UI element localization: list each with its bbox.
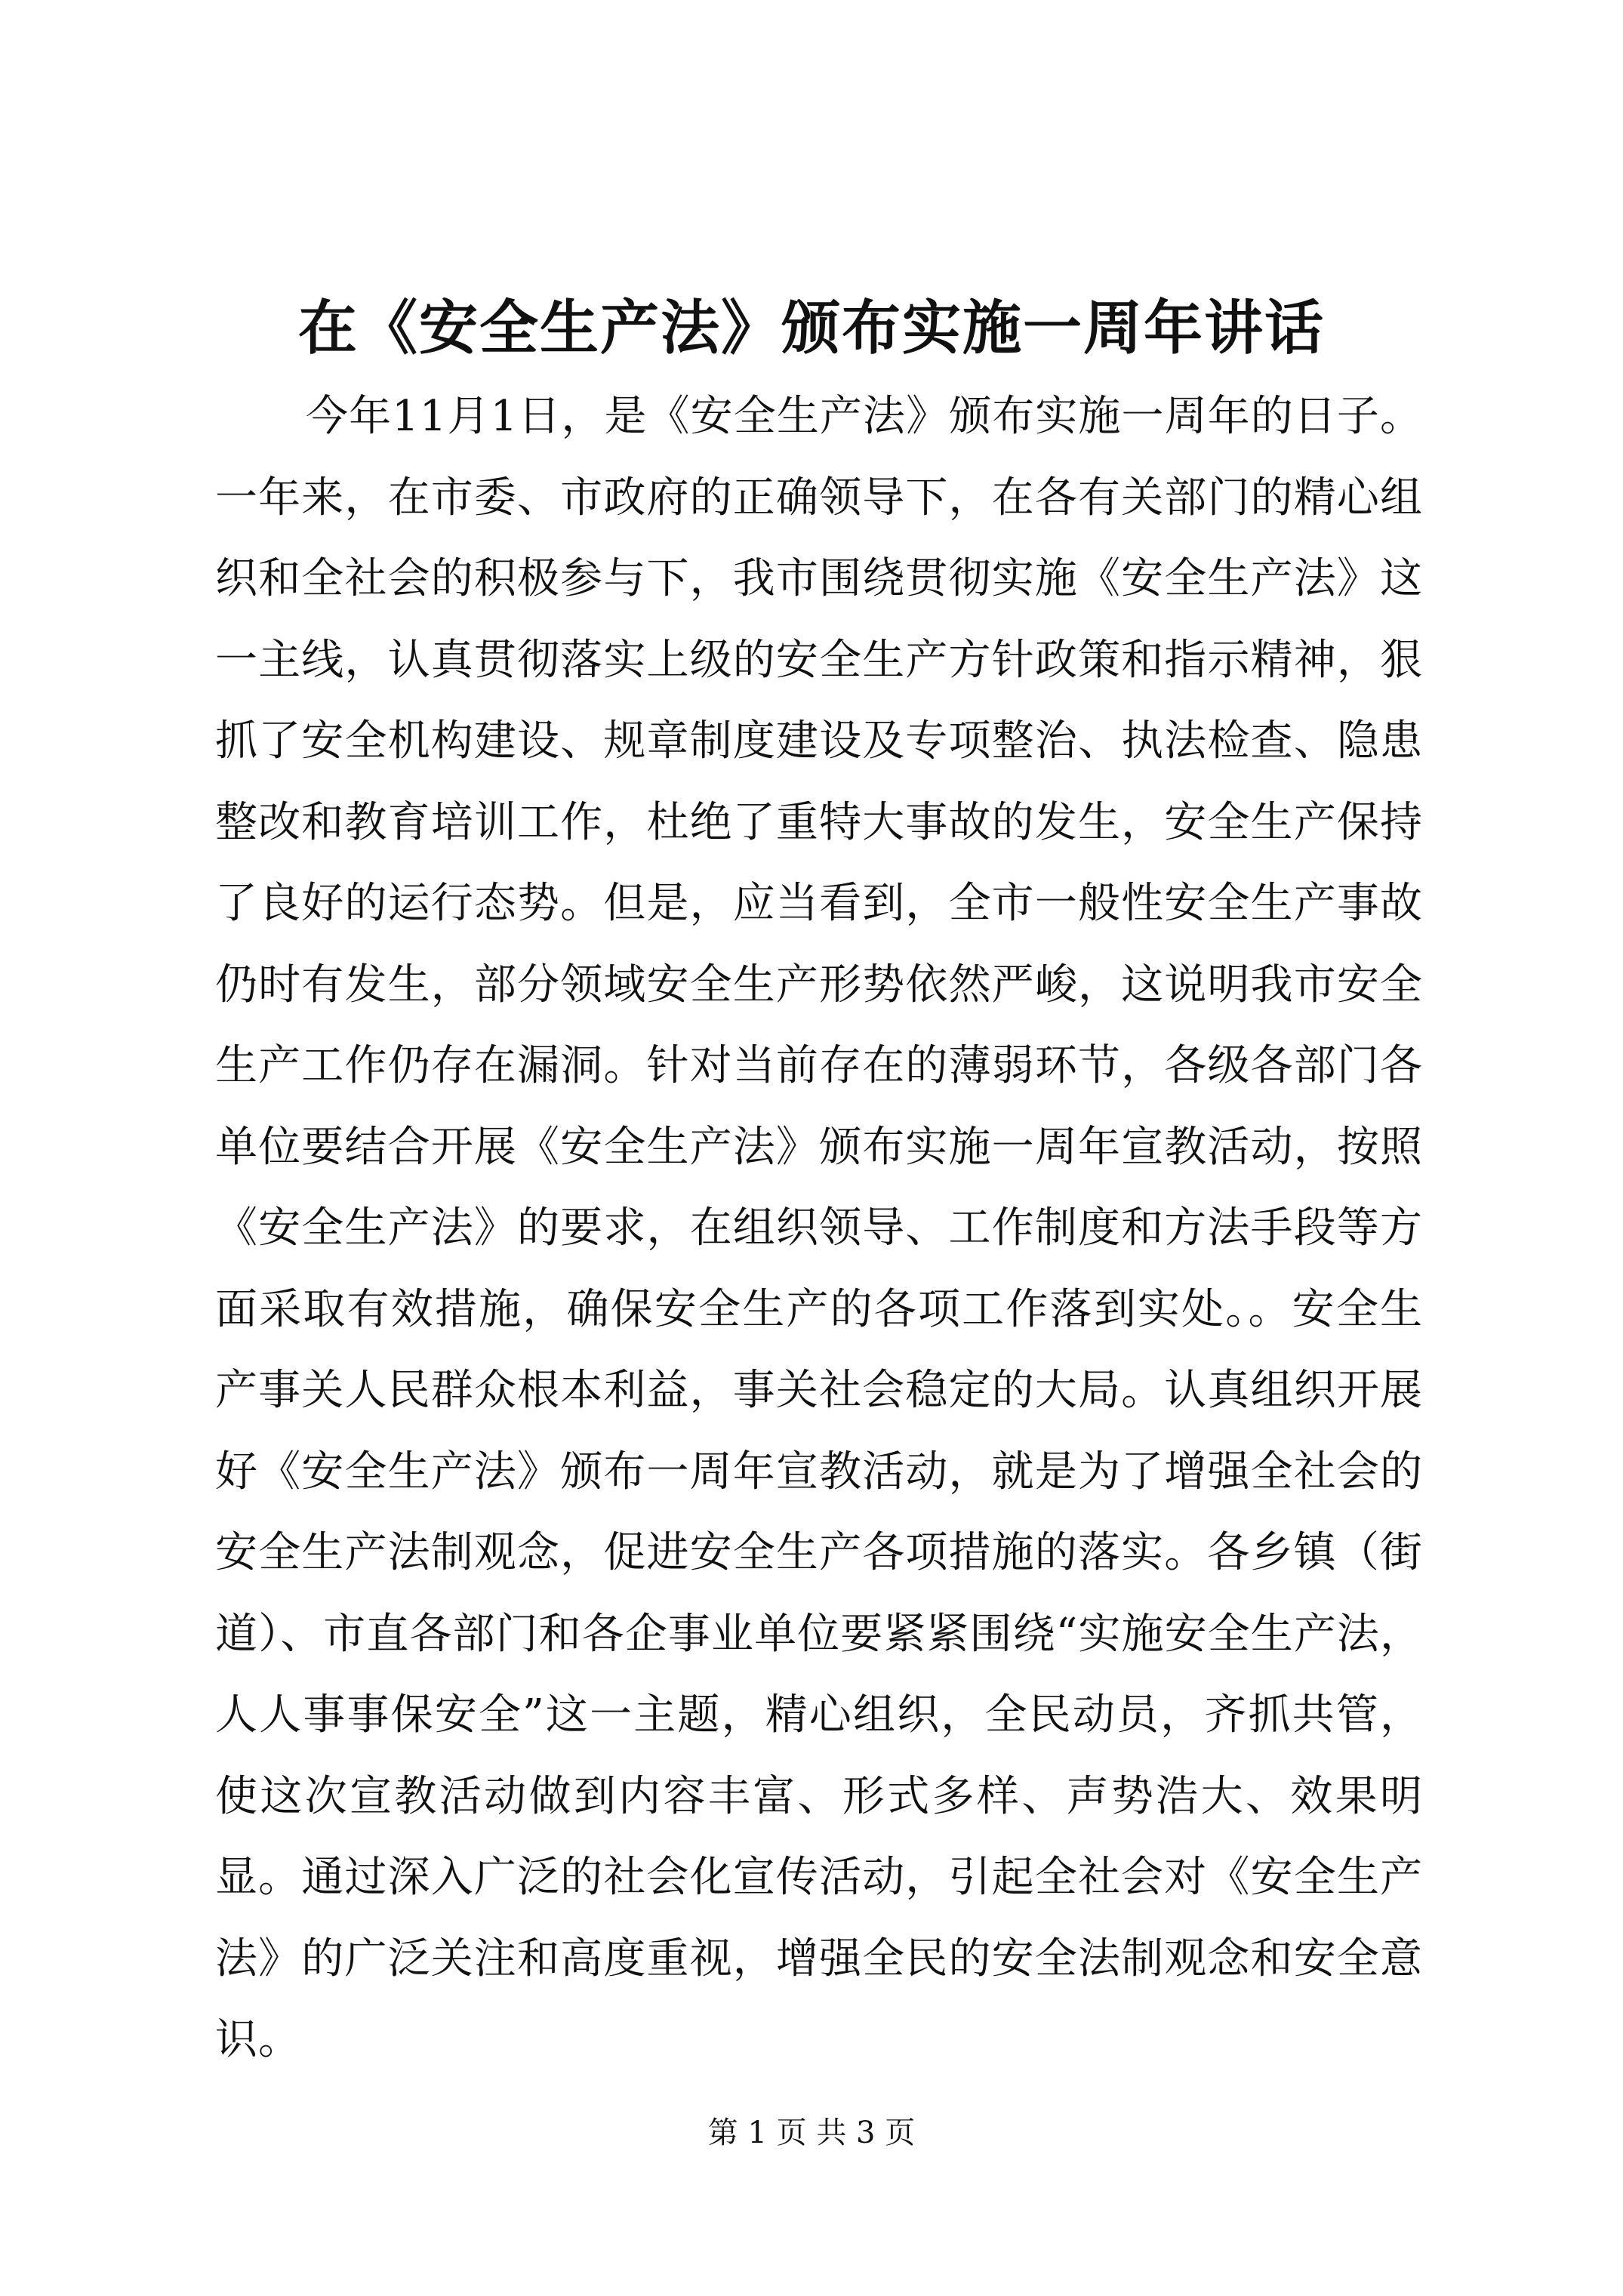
page-number-footer: 第 1 页 共 3 页 — [707, 2116, 916, 2150]
document-title: 在《安全生产法》颁布实施一周年讲话 — [297, 294, 1325, 362]
body-paragraph: 今年11月1日，是《安全生产法》颁布实施一周年的日子。一年来，在市委、市政府的正确领导下，在各有关部门的精心组织和全社会的积极参与下，我市围绕贯彻实施《安全生产法》这一主线，认真贯彻落实上级的安全生产方针政策和指示精神，狠抓了安全机构建设、规章制度建设及专项整治、执法检查、隐患整改和教育培训工作，杜绝了重特大事故的发生，安全生产保持了良好的运行态势。但是，应当看到，全市一般性安全生产事故仍时有发生，部分领域安全生产形势依然严峻，这说明我市安全生产工作仍存在漏洞。针对当前存在的薄弱环节，各级各部门各单位要结合开展《安全生产法》颁布实施一周年宣教活动，按照《安全生产法》的要求，在组织领导、工作制度和方法手段等方面采取有效措施，确保安全生产的各项工作落到实处。。安全生产事关人民群众根本利益，事关社会稳定的大局。认真组织开展好《安全生产法》颁布一周年宣教活动，就是为了增强全社会的安全生产法制观念，促进安全生产各项措施的落实。各乡镇（街道）、市直各部门和各企事业单位要紧紧围绕“实施安全生产法，人人事事保安全”这一主题，精心组织，全民动员，齐抓共管，使这次宣教活动做到内容丰富、形式多样、声势浩大、效果明显。通过深入广泛的社会化宣传活动，引起全社会对《安全生产法》的广泛关注和高度重视，增强全民的安全法制观念和安全意识。 — [215, 392, 1423, 2064]
